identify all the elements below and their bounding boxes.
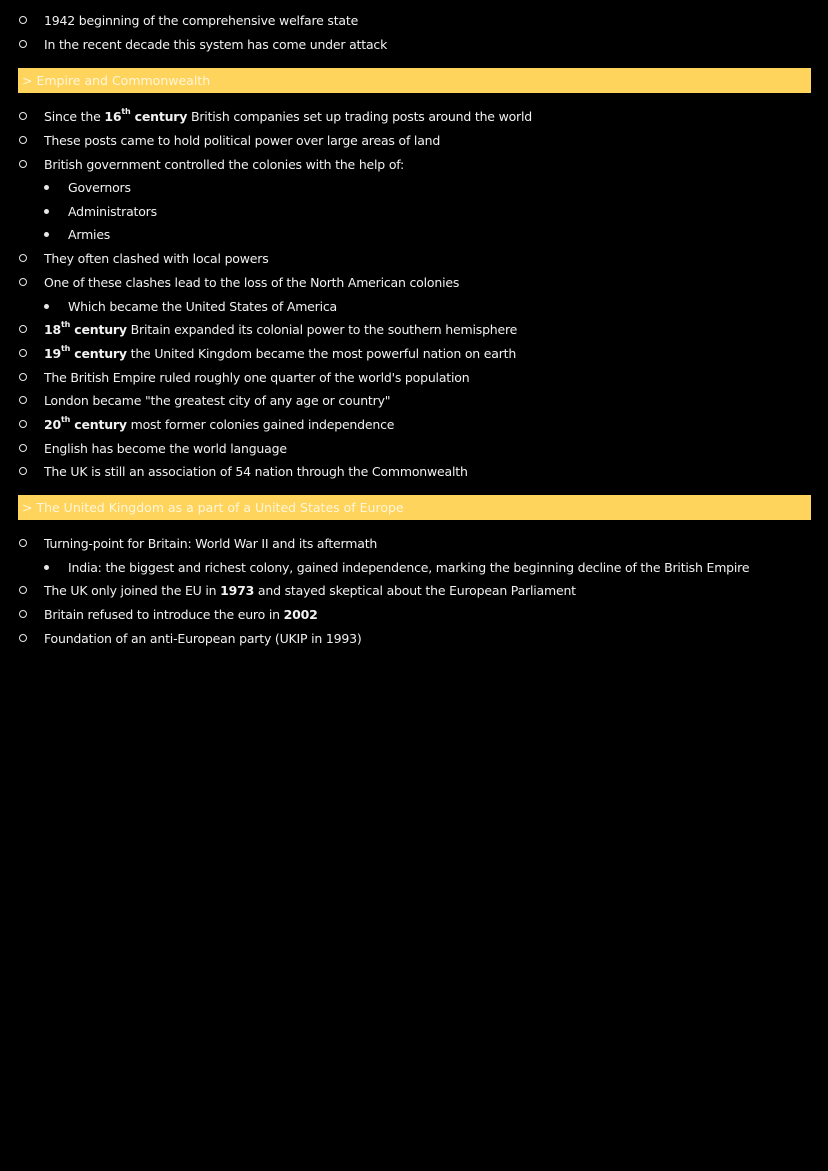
list-item [18,365,810,389]
sub-list-item [42,555,810,579]
circle-bullet-icon [18,349,44,357]
circle-bullet-icon [18,373,44,381]
list-item-text: 18th century Britain expanded its colonial power to the southern hemisphere [44,320,518,337]
sub-list-item-text: Administrators [68,203,157,219]
circle-bullet-icon [18,112,44,120]
list-item [18,626,810,650]
list-item-text: Turning-point for Britain: World War II and its aftermath [44,535,378,551]
list-item [18,32,810,56]
section-heading-europe [18,495,811,520]
circle-bullet-icon [18,610,44,618]
list-item [18,152,810,176]
sub-list-item [42,294,810,318]
sub-list-item-text: Armies [68,226,111,242]
sub-list-item-text: Which became the United States of America [68,298,338,314]
sub-list-item-text: India: the biggest and richest colony, gained independence, marking the beginning decline of the British Empire [68,559,750,575]
sub-list-item-text: Governors [68,179,131,195]
list-item-text: One of these clashes lead to the loss of the North American colonies [44,274,460,290]
list-item-text: 20th century most former colonies gained independence [44,415,395,432]
list-item [18,317,810,341]
circle-bullet-icon [18,467,44,475]
circle-bullet-icon [18,539,44,547]
circle-bullet-icon [18,586,44,594]
circle-bullet-icon [18,40,44,48]
list-item-text: The UK only joined the EU in 1973 and stayed skeptical about the European Parliament [44,582,576,598]
list-item-text: British government controlled the colonies with the help of: [44,156,405,172]
dot-bullet-icon [42,185,68,190]
circle-bullet-icon [18,278,44,286]
dot-bullet-icon [42,304,68,309]
list-item [18,246,810,270]
circle-bullet-icon [18,444,44,452]
list-item [18,341,810,365]
list-item-text: These posts came to hold political power over large areas of land [44,132,441,148]
list-item-text: Britain refused to introduce the euro in 2002 [44,606,318,622]
list-item-text: English has become the world language [44,440,287,456]
list-item [18,602,810,626]
list-item [18,8,810,32]
list-item-text: The UK is still an association of 54 nation through the Commonwealth [44,463,468,479]
circle-bullet-icon [18,136,44,144]
dot-bullet-icon [42,232,68,237]
section-heading-text: > The United Kingdom as a part of a United States of Europe [22,500,404,515]
list-item [18,412,810,436]
circle-bullet-icon [18,420,44,428]
list-item [18,459,810,483]
section-heading-text: > Empire and Commonwealth [22,73,211,88]
dot-bullet-icon [42,209,68,214]
list-item [18,578,810,602]
list-item-text: The British Empire ruled roughly one quarter of the world's population [44,369,470,385]
dot-bullet-icon [42,565,68,570]
list-item [18,436,810,460]
circle-bullet-icon [18,16,44,24]
list-item-text: 1942 beginning of the comprehensive welfare state [44,12,359,28]
list-item [18,531,810,555]
circle-bullet-icon [18,254,44,262]
list-item-text: 19th century the United Kingdom became the most powerful nation on earth [44,344,517,361]
sub-list-item [42,222,810,246]
list-item [18,388,810,412]
section-heading-empire [18,68,811,93]
sub-list-item [42,175,810,199]
list-item-text: Since the 16th century British companies set up trading posts around the world [44,107,532,124]
list-item [18,128,810,152]
sub-list-item [42,199,810,223]
list-item [18,104,810,128]
circle-bullet-icon [18,160,44,168]
list-item-text: In the recent decade this system has come under attack [44,36,388,52]
list-item-text: They often clashed with local powers [44,250,269,266]
circle-bullet-icon [18,634,44,642]
list-item-text: Foundation of an anti-European party (UKIP in 1993) [44,630,362,646]
list-item-text: London became "the greatest city of any age or country" [44,392,391,408]
circle-bullet-icon [18,396,44,404]
circle-bullet-icon [18,325,44,333]
list-item [18,270,810,294]
